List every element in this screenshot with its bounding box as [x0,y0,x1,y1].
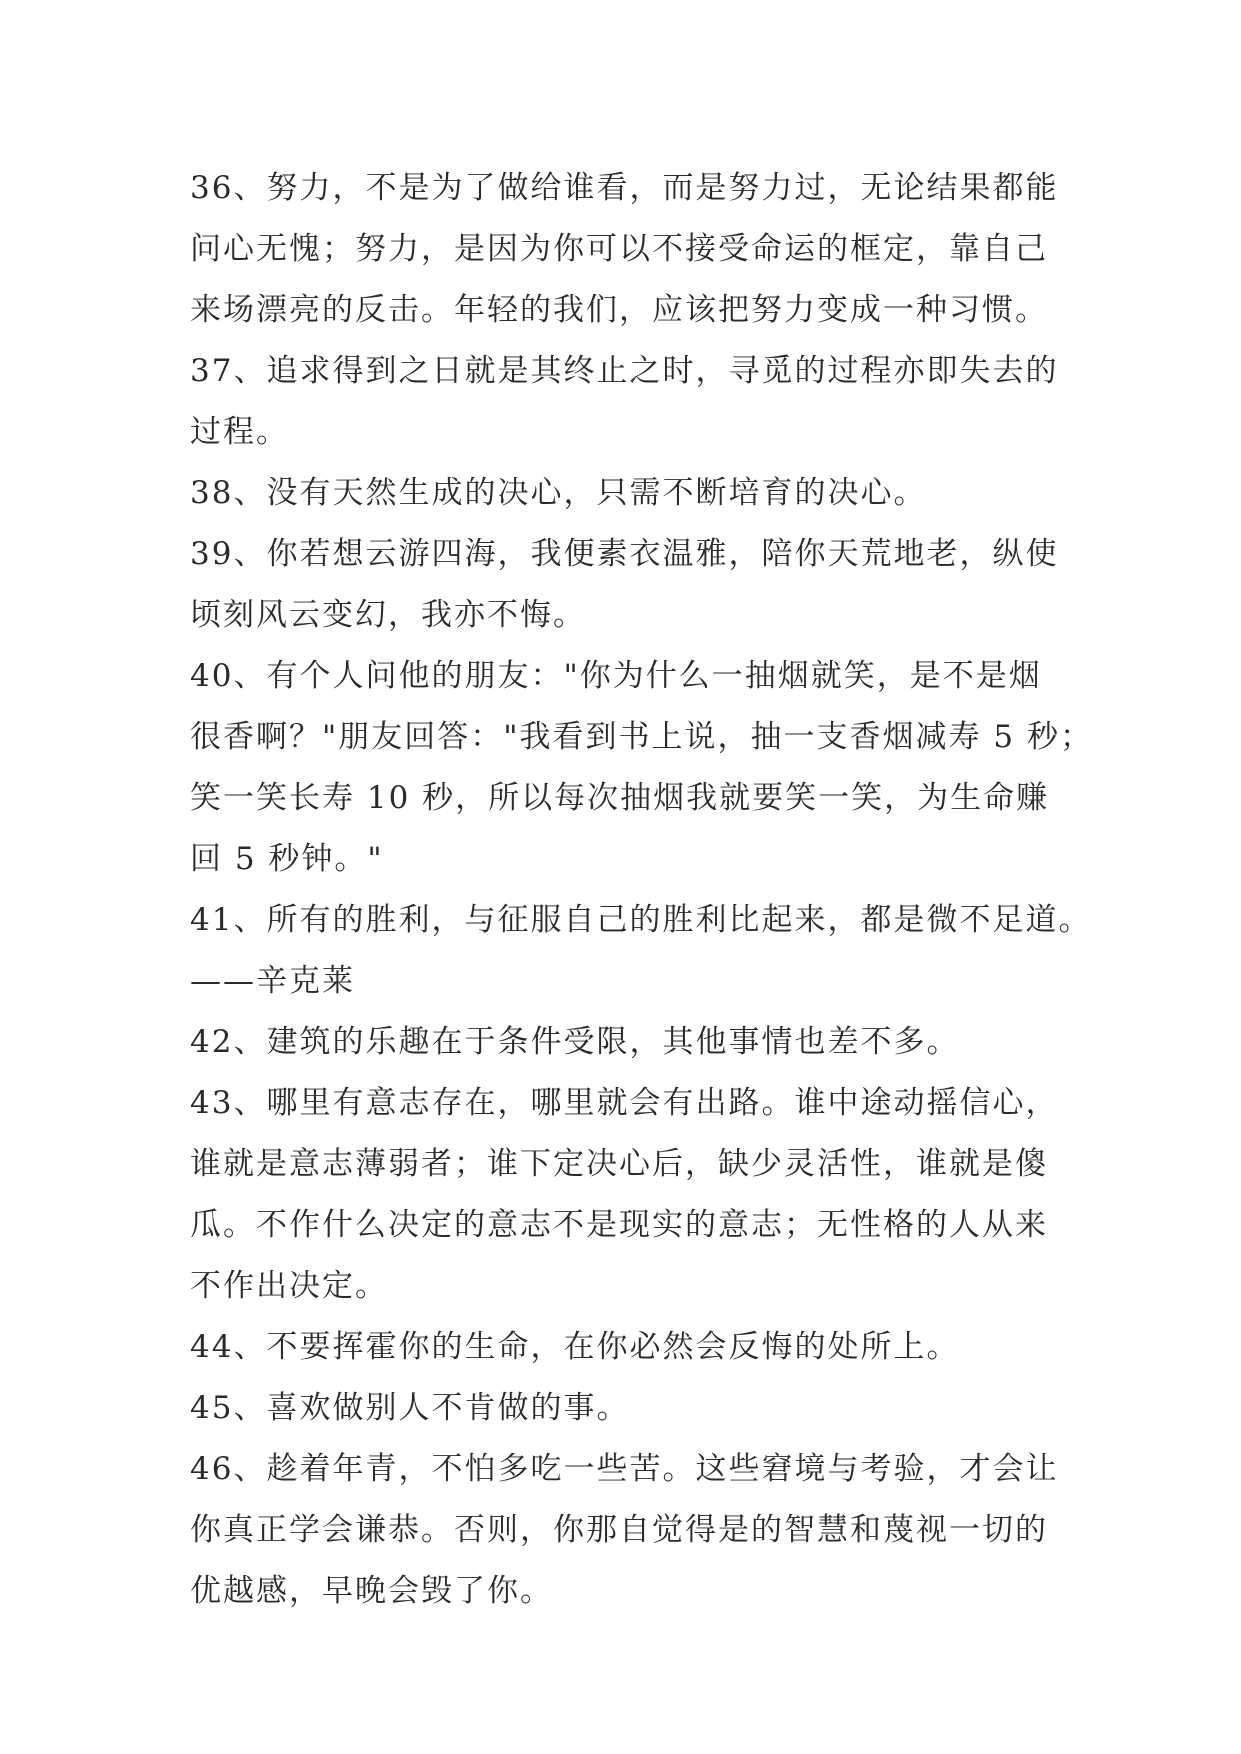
text-line: 44、不要挥霍你的生命，在你必然会反悔的处所上。 [190,1329,960,1365]
text-line: ——辛克莱 [190,963,355,999]
text-line: 不作出决定。 [190,1268,388,1304]
text-line: 笑一笑长寿 10 秒，所以每次抽烟我就要笑一笑，为生命赚 [190,780,1050,816]
text-line: 37、追求得到之日就是其终止之时，寻觅的过程亦即失去的 [190,353,1059,389]
text-line: 41、所有的胜利，与征服自己的胜利比起来，都是微不足道。 [190,902,1092,938]
text-line: 回 5 秒钟。" [190,841,384,877]
text-line: 过程。 [190,414,289,450]
text-line: 谁就是意志薄弱者；谁下定决心后，缺少灵活性，谁就是傻 [190,1146,1048,1182]
text-line: 优越感，早晚会毁了你。 [190,1573,553,1609]
text-line: 38、没有天然生成的决心，只需不断培育的决心。 [190,475,927,511]
text-line: 45、喜欢做别人不肯做的事。 [190,1390,630,1426]
document-body [190,158,1093,1622]
text-line: 你真正学会谦恭。否则，你那自觉得是的智慧和蔑视一切的 [190,1512,1048,1548]
text-line: 42、建筑的乐趣在于条件受限，其他事情也差不多。 [190,1024,960,1060]
text-line: 来场漂亮的反击。年轻的我们，应该把努力变成一种习惯。 [190,292,1048,328]
text-line: 问心无愧；努力，是因为你可以不接受命运的框定，靠自己 [190,231,1048,267]
text-line: 39、你若想云游四海，我便素衣温雅，陪你天荒地老，纵使 [190,536,1059,572]
text-line: 40、有个人问他的朋友："你为什么一抽烟就笑，是不是烟 [190,658,1042,694]
text-line: 46、趁着年青，不怕多吃一些苦。这些窘境与考验，才会让 [190,1451,1059,1487]
text-line: 很香啊？"朋友回答："我看到书上说，抽一支香烟减寿 5 秒； [190,719,1093,755]
text-line: 36、努力，不是为了做给谁看，而是努力过，无论结果都能 [190,170,1059,206]
text-line: 顷刻风云变幻，我亦不悔。 [190,597,586,633]
text-line: 瓜。不作什么决定的意志不是现实的意志；无性格的人从来 [190,1207,1048,1243]
text-line: 43、哪里有意志存在，哪里就会有出路。谁中途动摇信心， [190,1085,1059,1121]
